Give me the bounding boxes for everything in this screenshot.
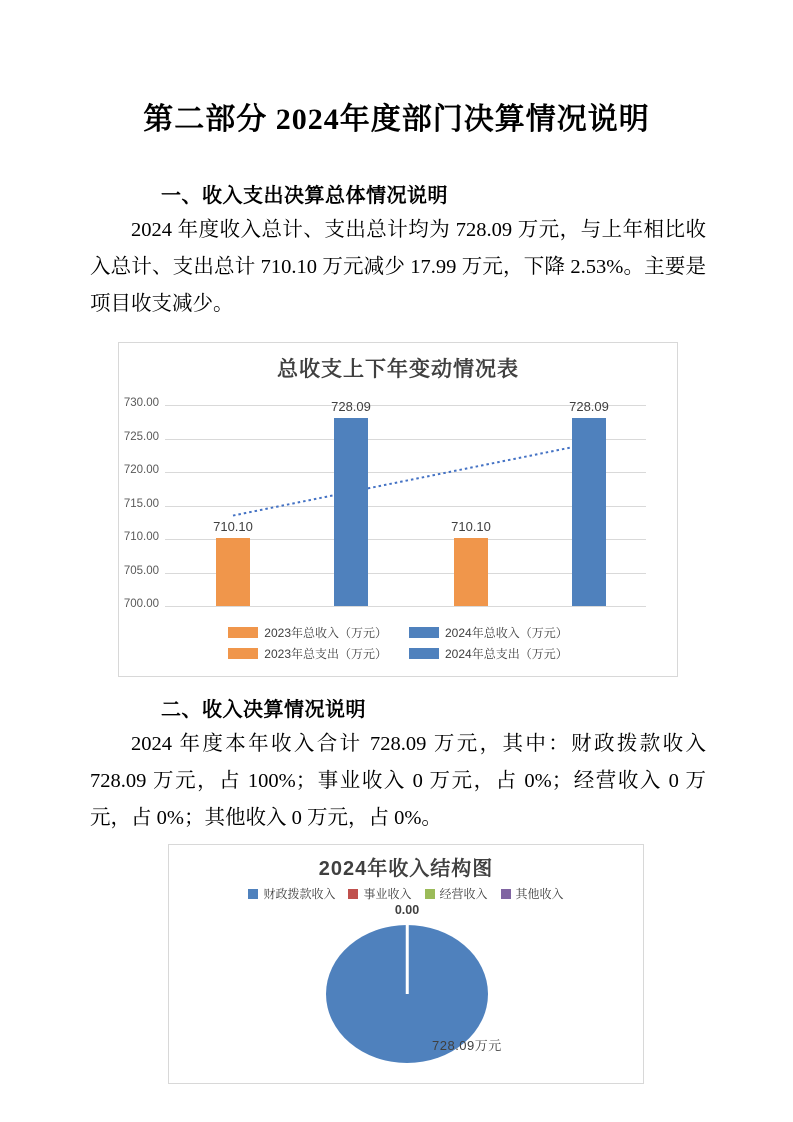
legend-item — [248, 885, 335, 902]
legend-swatch — [425, 889, 435, 899]
legend-label: 2024年总支出（万元） — [445, 647, 568, 661]
legend-item — [348, 885, 411, 902]
bar-chart-title: 总收支上下年变动情况表 — [277, 358, 519, 381]
legend-label: 其他收入 — [515, 887, 564, 901]
y-axis-tick-label: 710.00 — [123, 531, 159, 543]
legend-item — [228, 624, 387, 641]
y-axis-tick-label: 700.00 — [123, 598, 159, 610]
section-2-paragraph: 2024 年度本年收入合计 728.09 万元，其中：财政拨款收入 728.09 万元，占 100%；事业收入 0 万元，占 0%；经营收入 0 万元，占 0%；其他收入 0 万元，占 0%。 — [90, 733, 706, 829]
legend-label: 2023年总支出（万元） — [264, 647, 387, 661]
pie-slice-value-label: 728.09万元 — [432, 1038, 502, 1053]
legend-item — [409, 645, 568, 662]
page-title: 第二部分 2024年度部门决算情况说明 — [143, 103, 650, 136]
legend-swatch — [409, 627, 439, 638]
pie-chart-title: 2024年收入结构图 — [318, 858, 494, 880]
legend-label: 2023年总收入（万元） — [264, 626, 387, 640]
y-axis-tick-label: 730.00 — [123, 397, 159, 409]
bar-3 — [454, 538, 488, 606]
bar-1 — [216, 538, 250, 606]
y-axis-tick-label: 715.00 — [123, 497, 159, 510]
pie-chart — [168, 844, 644, 1084]
bar-2 — [334, 418, 368, 606]
bar-chart-legend — [119, 624, 677, 662]
legend-label: 财政拨款收入 — [263, 887, 336, 901]
legend-item — [409, 624, 568, 641]
section-1-paragraph: 2024 年度收入总计、支出总计均为 728.09 万元，与上年相比收入总计、支出总计 710.10 万元减少 17.99 万元，下降 2.53%。主要是项目收支减少。 — [90, 219, 706, 315]
bar-value-label: 710.10 — [213, 519, 253, 535]
legend-item — [228, 645, 387, 662]
bar-chart — [118, 342, 678, 677]
legend-swatch — [501, 889, 511, 899]
legend-row — [228, 624, 567, 641]
bar-4 — [572, 418, 606, 606]
legend-swatch — [228, 627, 258, 638]
legend-row — [228, 645, 567, 662]
legend-swatch — [248, 889, 258, 899]
legend-item — [425, 885, 488, 902]
pie-zero-value-label: 0.00 — [394, 903, 420, 917]
legend-label: 2024年总收入（万元） — [445, 626, 568, 640]
legend-label: 事业收入 — [363, 887, 412, 901]
y-axis-tick-label: 705.00 — [123, 564, 159, 577]
y-axis-tick-label: 725.00 — [123, 430, 159, 443]
pie-slice-divider — [406, 925, 409, 994]
legend-swatch — [228, 648, 258, 659]
bar-value-label: 710.10 — [451, 519, 491, 535]
legend-item — [501, 885, 564, 902]
bar-value-label: 728.09 — [331, 398, 371, 414]
legend-swatch — [348, 889, 358, 899]
pie-chart-legend — [169, 885, 643, 902]
legend-label: 经营收入 — [439, 887, 488, 901]
legend-swatch — [409, 648, 439, 659]
section-1-heading: 一、收入支出决算总体情况说明 — [161, 185, 448, 207]
y-axis-tick-label: 720.00 — [123, 464, 159, 476]
bar-value-label: 728.09 — [569, 398, 609, 414]
section-2-heading: 二、收入决算情况说明 — [161, 699, 366, 721]
